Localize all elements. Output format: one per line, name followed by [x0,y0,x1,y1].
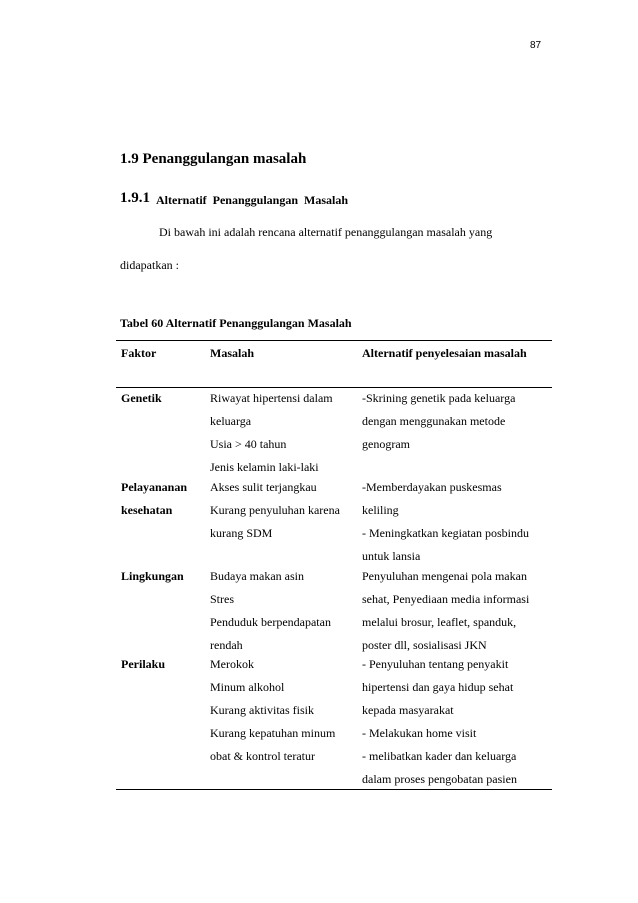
problem-line: Akses sulit terjangkau [210,480,317,494]
row-pelayanan-factor [121,476,187,522]
solution-line: hipertensi dan gaya hidup sehat [362,680,514,694]
problem-line: keluarga [210,414,252,428]
problem-line: Kurang penyuluhan karena [210,503,340,517]
solution-line: untuk lansia [362,549,421,563]
problem-line: Merokok [210,657,254,671]
solution-line: keliling [362,503,399,517]
problem-line: Riwayat hipertensi dalam [210,391,333,405]
table-bottom-rule [116,789,552,790]
paragraph-line-2: didapatkan : [120,258,179,272]
problem-line: obat & kontrol teratur [210,749,315,763]
factor-line: Genetik [121,391,162,405]
row-genetik-solutions [362,387,515,456]
subsection-number: 1.9.1 [120,190,150,206]
page-number: 87 [530,40,542,51]
row-genetik-problems [210,387,333,479]
row-lingkungan-factor [121,565,184,588]
table-header-faktor: Faktor [121,346,157,360]
solution-line: -Skrining genetik pada keluarga [362,391,516,405]
row-perilaku-factor [121,653,165,676]
solution-line: -Memberdayakan puskesmas [362,480,502,494]
problem-line: Kurang aktivitas fisik [210,703,314,717]
solution-line: - Meningkatkan kegiatan posbindu [362,526,529,540]
factor-line: kesehatan [121,503,173,517]
table-top-rule [116,340,552,341]
factor-line: Perilaku [121,657,165,671]
problem-line: Penduduk berpendapatan [210,615,331,629]
solution-line: dalam proses pengobatan pasien [362,772,517,786]
row-lingkungan-solutions [362,565,529,657]
problem-line: Budaya makan asin [210,569,304,583]
solution-line: kepada masyarakat [362,703,454,717]
solution-line: sehat, Penyediaan media informasi [362,592,530,606]
solution-line: Penyuluhan mengenai pola makan [362,569,527,583]
problem-line: Stres [210,592,234,606]
table-header-masalah: Masalah [210,346,255,360]
solution-line: dengan menggunakan metode [362,414,506,428]
problem-line: Minum alkohol [210,680,285,694]
problem-line: rendah [210,638,243,652]
row-genetik-factor [121,387,162,410]
factor-line: Lingkungan [121,569,184,583]
row-pelayanan-solutions [362,476,529,568]
row-lingkungan-problems [210,565,331,657]
solution-line: - Penyuluhan tentang penyakit [362,657,509,671]
table-header-alternatif: Alternatif penyelesaian masalah [362,346,527,360]
solution-line: - Melakukan home visit [362,726,477,740]
paragraph-line-1: Di bawah ini adalah rencana alternatif penanggulangan masalah yang [159,225,493,239]
table-caption: Tabel 60 Alternatif Penanggulangan Masalah [120,316,352,330]
solution-line: - melibatkan kader dan keluarga [362,749,517,763]
solution-line: melalui brosur, leaflet, spanduk, [362,615,517,629]
problem-line: Jenis kelamin laki-laki [210,460,319,474]
row-perilaku-solutions [362,653,517,791]
solution-line: genogram [362,437,410,451]
problem-line: Kurang kepatuhan minum [210,726,336,740]
problem-line: kurang SDM [210,526,273,540]
subsection-title: Alternatif Penanggulangan Masalah [156,193,349,207]
factor-line: Pelayananan [121,480,188,494]
solution-line: poster dll, sosialisasi JKN [362,638,487,652]
row-pelayanan-problems [210,476,340,545]
problem-line: Usia > 40 tahun [210,437,287,451]
row-perilaku-problems [210,653,335,768]
section-title: 1.9 Penanggulangan masalah [120,151,307,167]
